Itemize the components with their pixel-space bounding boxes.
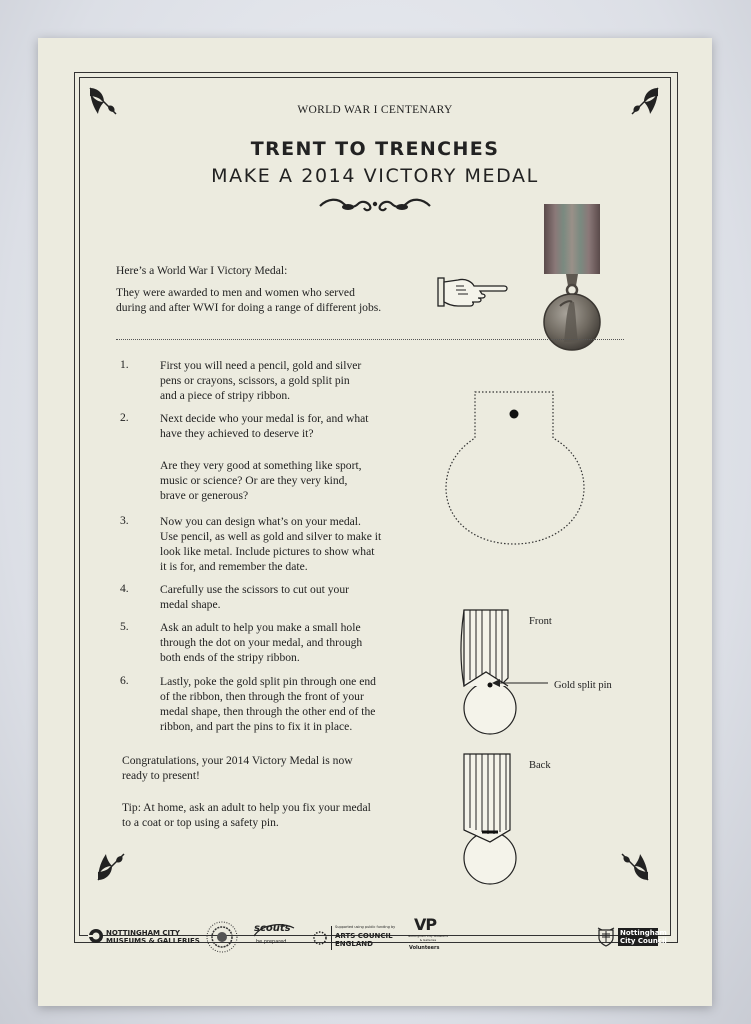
step-text: music or science? Or are they very kind,: [160, 474, 348, 487]
front-label: Front: [529, 616, 552, 627]
step-text: of the ribbon, then through the front of your: [160, 690, 364, 703]
back-diagram: [452, 752, 532, 890]
arts-council-text: ENGLAND: [335, 940, 373, 948]
step-text: have they achieved to deserve it?: [160, 427, 314, 440]
museums-logo-icon: [88, 928, 104, 944]
vp-logo-mark: VP: [414, 915, 437, 934]
page-title: TRENT TO TRENCHES: [250, 138, 500, 160]
congrats-text: ready to present!: [122, 769, 200, 782]
pointer-arrow-icon: [490, 678, 550, 688]
arts-council-logo-icon: [312, 930, 328, 946]
flourish-icon: [318, 196, 432, 216]
council-logo-text: Nottingham: [620, 929, 667, 937]
council-crest-icon: [596, 926, 616, 948]
step-text: brave or generous?: [160, 489, 249, 502]
sponsor-logos: [38, 915, 712, 960]
step-text: both ends of the stripy ribbon.: [160, 651, 300, 664]
step-text: Carefully use the scissors to cut out your: [160, 583, 350, 596]
museums-logo-text: NOTTINGHAM CITY: [106, 929, 180, 937]
council-logo-text: City Council: [620, 937, 667, 945]
step-text: Lastly, poke the gold split pin through one end: [160, 675, 376, 688]
intro-line: They were awarded to men and women who served: [116, 286, 355, 299]
tip-text: Tip: At home, ask an adult to help you fix your medal: [122, 801, 371, 814]
step-text: Use pencil, as well as gold and silver to make it: [160, 530, 382, 543]
step-text: and a piece of stripy ribbon.: [160, 389, 291, 402]
museums-logo-text: MUSEUMS & GALLERIES: [106, 937, 200, 945]
step-text: it is for, and remember the date.: [160, 560, 308, 573]
step-text: look like metal. Include pictures to show what: [160, 545, 375, 558]
scouts-swoosh-icon: [252, 922, 296, 948]
gold-split-pin-label: Gold split pin: [554, 680, 612, 691]
step-text: through the dot on your medal, and through: [160, 636, 363, 649]
step-text: Now you can design what’s on your medal.: [160, 515, 361, 528]
step-text: ribbon, and part the pins to fix it in place.: [160, 720, 353, 733]
vp-small-text: Nottingham City Museums & Galleries: [408, 934, 448, 942]
front-diagram: [456, 608, 536, 740]
poster-sheet: [38, 38, 712, 1006]
page-subtitle: MAKE A 2014 VICTORY MEDAL: [211, 165, 539, 187]
scouts-logo-text: scouts: [254, 923, 291, 934]
step-text: First you will need a pencil, gold and silver: [160, 359, 362, 372]
back-label: Back: [529, 760, 551, 771]
vp-label: Volunteers: [409, 945, 440, 951]
tip-text: to a coat or top using a safety pin.: [122, 816, 279, 829]
scouts-tagline: be prepared: [256, 939, 287, 945]
step-number: 1.: [120, 358, 129, 371]
step-number: 5.: [120, 620, 129, 633]
congrats-text: Congratulations, your 2014 Victory Medal is now: [122, 754, 353, 767]
corner-ornament-icon: [618, 850, 652, 884]
logo-divider: [331, 926, 332, 950]
step-text: medal shape.: [160, 598, 221, 611]
victory-medal-photo: [536, 202, 608, 352]
step-number: 6.: [120, 674, 129, 687]
corner-ornament-icon: [94, 850, 128, 884]
arts-council-text: ARTS COUNCIL: [335, 932, 393, 940]
step-text: Are they very good at something like sport,: [160, 459, 362, 472]
step-number: 4.: [120, 582, 129, 595]
pointing-hand-icon: [436, 274, 510, 310]
step-text: pens or crayons, scissors, a gold split pin: [160, 374, 350, 387]
step-text: medal shape, then through the other end of the: [160, 705, 376, 718]
intro-line: during and after WWI for doing a range of different jobs.: [116, 301, 382, 314]
step-number: 2.: [120, 411, 129, 424]
intro-line: Here’s a World War I Victory Medal:: [116, 264, 288, 277]
eyebrow-text: WORLD WAR I CENTENARY: [297, 104, 453, 116]
step-text: Next decide who your medal is for, and what: [160, 412, 369, 425]
medal-cutout-template: [442, 388, 588, 548]
step-text: Ask an adult to help you make a small hole: [160, 621, 361, 634]
circular-seal-logo-icon: [205, 920, 239, 954]
step-number: 3.: [120, 514, 129, 527]
arts-council-small-text: Supported using public funding by: [335, 925, 396, 929]
section-divider: [116, 339, 624, 340]
